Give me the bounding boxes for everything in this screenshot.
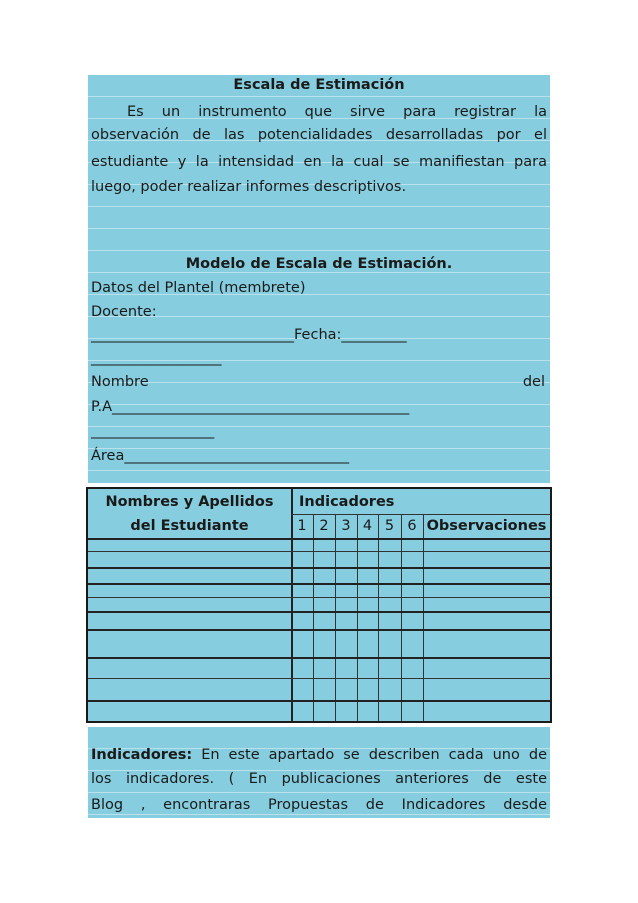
row-divider — [88, 551, 550, 552]
indicator-number: 2 — [319, 518, 329, 534]
indicator-number: 3 — [341, 518, 351, 534]
indicator-number: 6 — [407, 518, 417, 534]
indicator-number: 5 — [384, 518, 395, 534]
footer-line: los indicadores. ( En publicaciones anteriores de este — [91, 771, 547, 787]
nombre-word: Nombre — [91, 374, 149, 390]
row-divider — [88, 538, 550, 540]
intro-line: luego, poder realizar informes descriptivos. — [91, 179, 407, 195]
nombre-label — [91, 371, 547, 393]
column-divider — [423, 514, 424, 721]
row-divider — [88, 567, 550, 569]
footer-text: En este apartado se describen cada uno de — [192, 747, 547, 763]
estimation-table — [86, 487, 552, 723]
row-divider — [88, 629, 550, 631]
row-divider — [88, 678, 550, 679]
indicators-header: Indicadores — [299, 494, 395, 510]
intro-line: observación de las potencialidades desarrolladas por el — [91, 127, 547, 143]
column-divider — [378, 514, 379, 721]
docente-label: Docente: — [91, 304, 157, 320]
docente-continuation-line: __________________ — [91, 350, 222, 366]
indicator-number: 4 — [362, 518, 373, 534]
row-divider — [88, 611, 550, 613]
intro-line: estudiante y la intensidad en la cual se manifiestan para — [91, 154, 547, 170]
student-name-header: del Estudiante — [130, 518, 249, 534]
docente-fecha-line: ____________________________Fecha:_________ — [91, 327, 407, 343]
row-divider — [88, 583, 550, 585]
footer-line: Blog , encontraras Propuestas de Indicadores desde — [91, 797, 547, 813]
student-name-header: Nombres y Apellidos — [105, 494, 274, 510]
pa-line: P.A_________________________________________ — [91, 399, 410, 415]
pa-continuation-line: _________________ — [91, 423, 215, 439]
column-divider — [313, 514, 314, 721]
footer-line — [91, 744, 547, 766]
nombre-del-word: del — [522, 374, 545, 390]
row-divider — [88, 597, 550, 598]
model-title: Modelo de Escala de Estimación. — [185, 256, 453, 272]
column-divider — [335, 514, 336, 721]
intro-line: Es un instrumento que sirve para registrar la — [127, 104, 547, 120]
row-divider — [88, 700, 550, 702]
plantel-label: Datos del Plantel (membrete) — [91, 280, 306, 296]
row-divider — [88, 657, 550, 659]
indicator-number: 1 — [297, 518, 307, 534]
observations-header: Observaciones — [426, 518, 547, 534]
column-divider — [357, 514, 358, 721]
column-divider — [401, 514, 402, 721]
area-line: Área_______________________________ — [91, 448, 350, 464]
document-title: Escala de Estimación — [233, 77, 405, 93]
indicators-label: Indicadores: — [91, 747, 193, 763]
